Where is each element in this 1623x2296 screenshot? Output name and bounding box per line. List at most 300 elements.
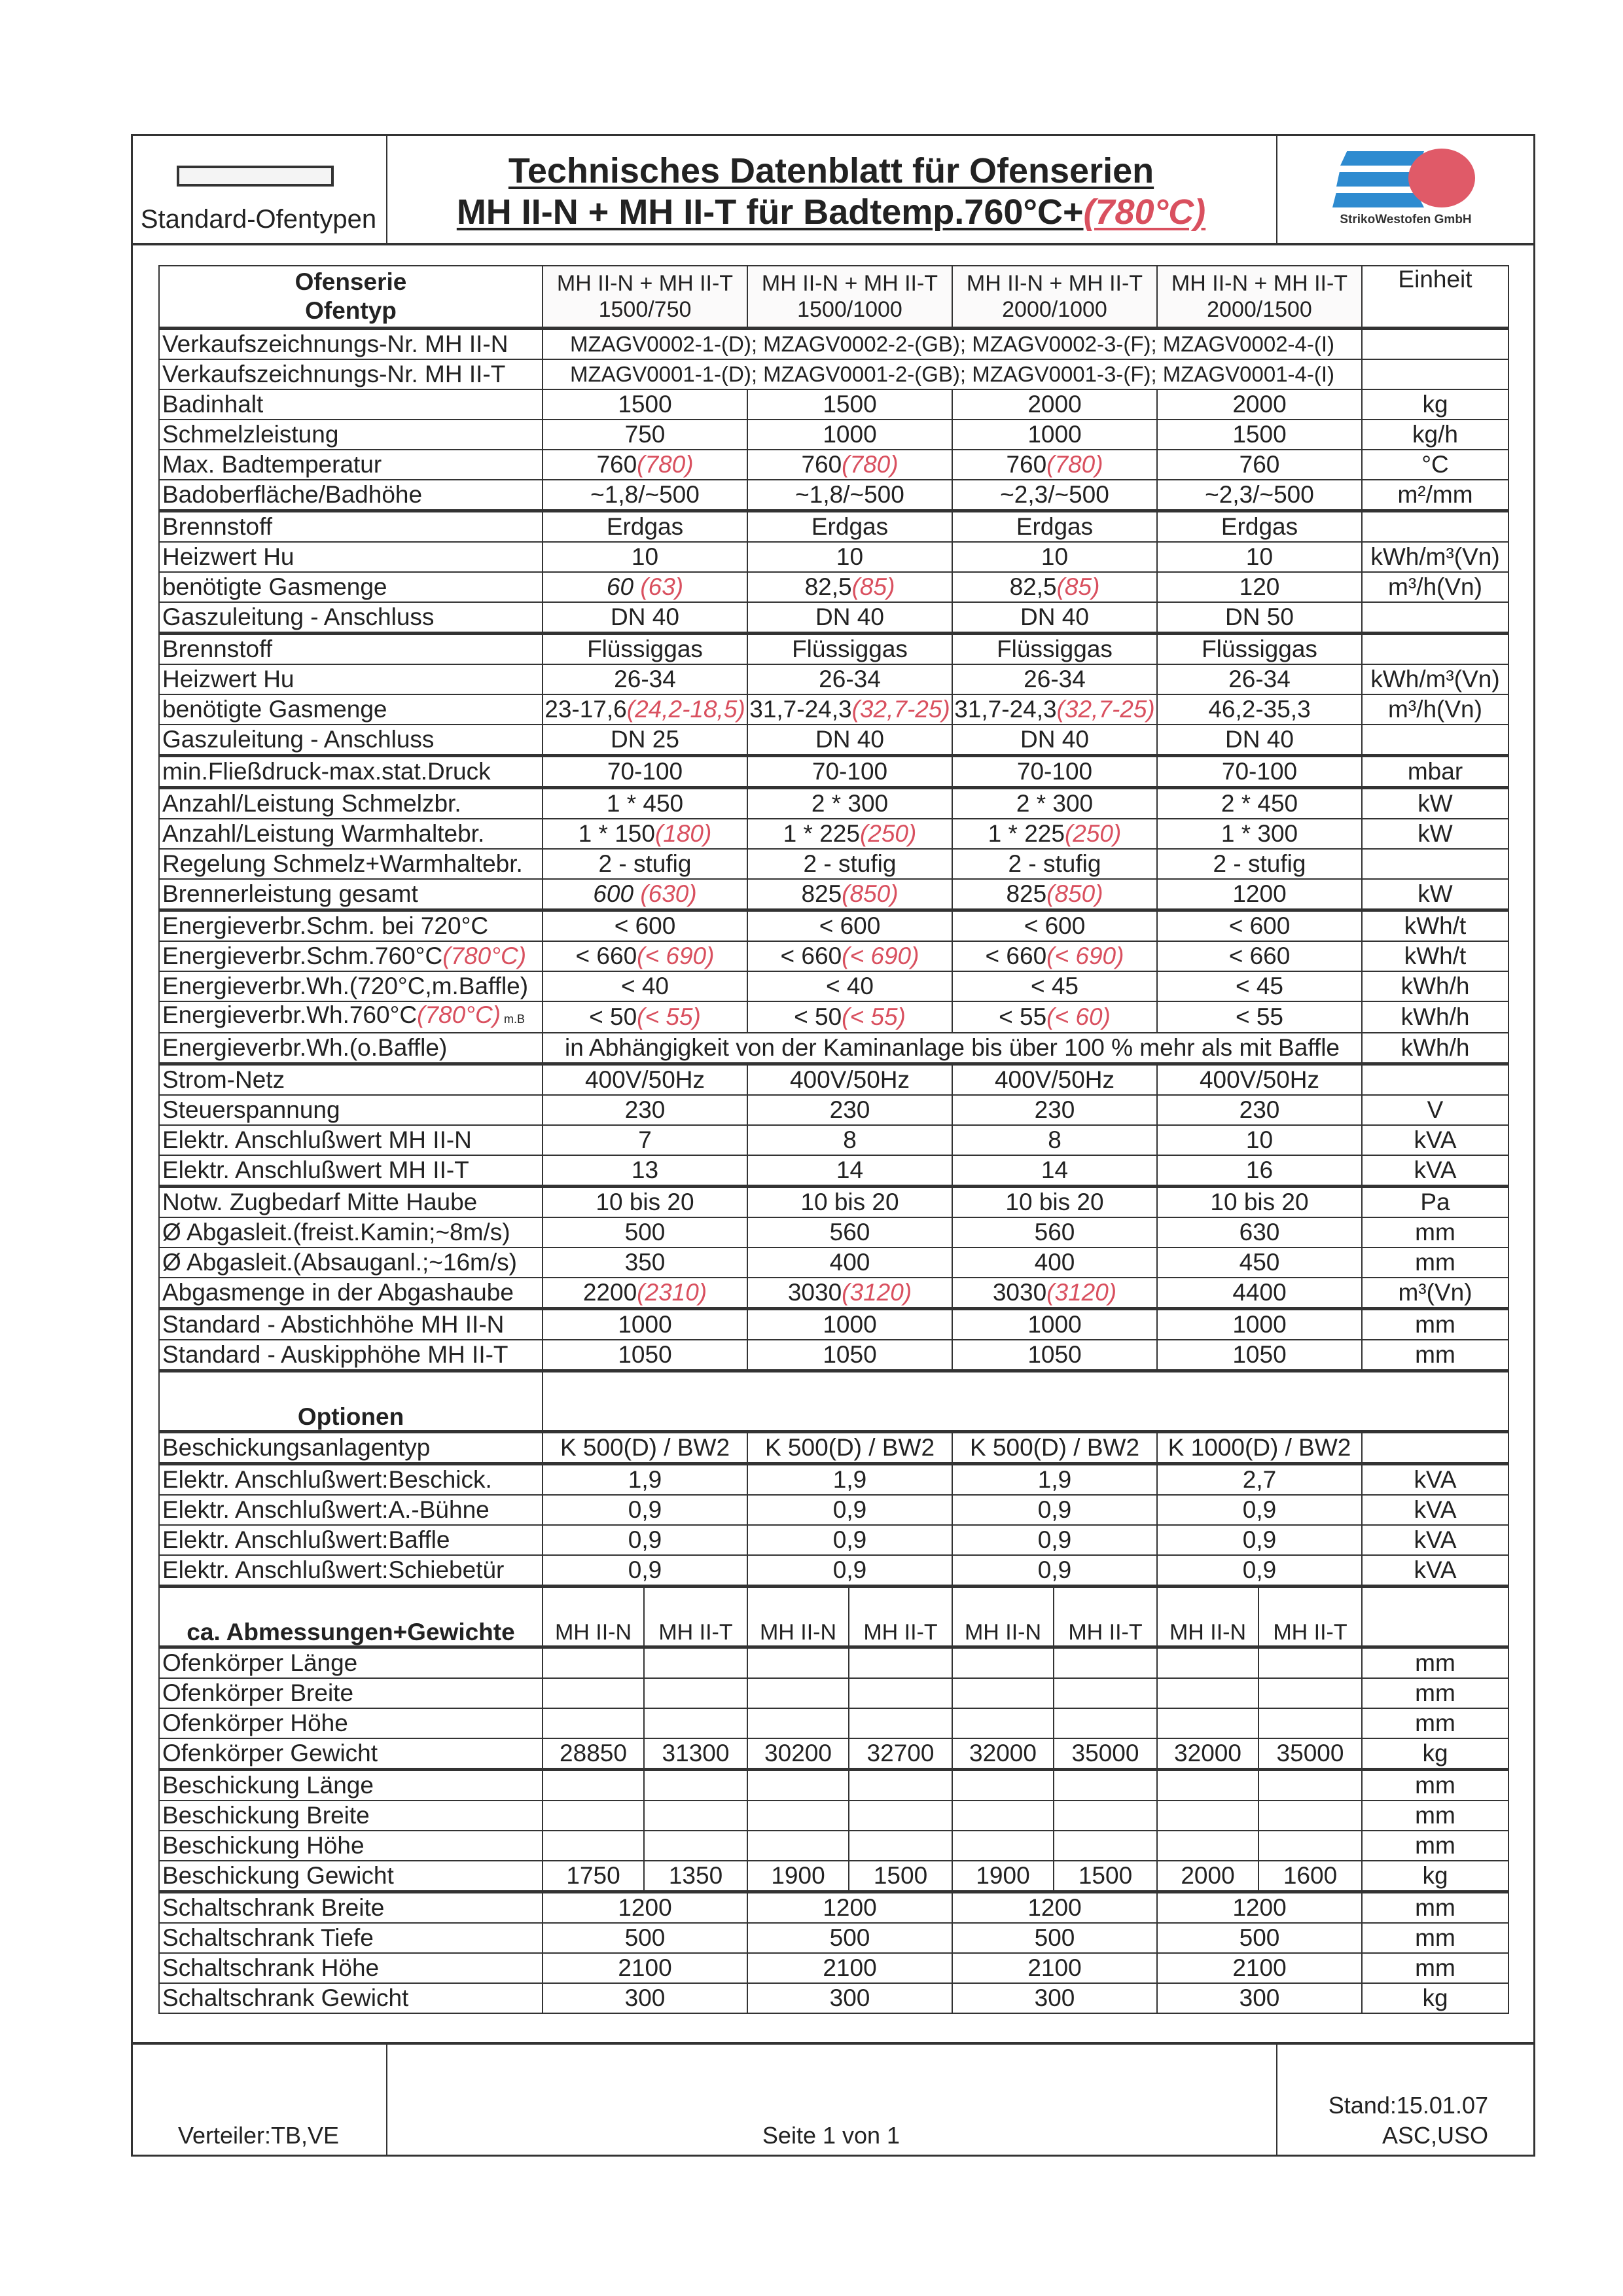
- row-label: [159, 941, 543, 971]
- value-text: Erdgas: [1016, 513, 1094, 540]
- alt-780-value: (24,2-18,5): [626, 696, 745, 723]
- value-cell: [543, 1187, 747, 1218]
- split-value-cell: [543, 1801, 644, 1831]
- value-cell: [1157, 1923, 1362, 1953]
- row-label-text: Strom-Netz: [162, 1066, 285, 1093]
- split-value-cell: [1054, 1647, 1157, 1679]
- value-text: 560: [829, 1219, 870, 1246]
- value-cell: [1157, 1892, 1362, 1924]
- value-text: 0,9: [832, 1496, 867, 1523]
- value-text: 230: [624, 1096, 666, 1123]
- value-text: ~2,3/~500: [1205, 481, 1314, 508]
- value-text: 2 - stufig: [598, 850, 692, 877]
- value-cell: [747, 602, 952, 634]
- unit-cell: [1362, 725, 1508, 756]
- alt-780-value: (< 60): [1046, 1003, 1111, 1030]
- unit-cell: mm: [1362, 1340, 1508, 1371]
- alt-780-value: (< 690): [1046, 942, 1124, 969]
- model-type: 1500/750: [598, 297, 692, 322]
- unit-cell: [1362, 849, 1508, 879]
- unit-cell: m³/h(Vn): [1362, 694, 1508, 725]
- row-label: [159, 1095, 543, 1125]
- split-value-cell: [543, 1647, 644, 1679]
- value-text: 2 * 450: [1221, 790, 1298, 817]
- value-cell: [1157, 1953, 1362, 1983]
- unit-cell: mm: [1362, 1647, 1508, 1679]
- empty-checkbox-field: [177, 166, 334, 187]
- value-text: 825: [801, 880, 842, 907]
- value-text: Flüssiggas: [997, 636, 1113, 662]
- unit-cell: kg: [1362, 1738, 1508, 1770]
- model-header: [543, 266, 747, 329]
- value-text: Flüssiggas: [792, 636, 908, 662]
- value-cell: [543, 1464, 747, 1496]
- value-text: 70-100: [1016, 758, 1093, 785]
- value-cell: [543, 941, 747, 971]
- row-label-text: Elektr. Anschlußwert MH II-N: [162, 1126, 472, 1153]
- value-text: 1200: [1027, 1894, 1082, 1921]
- table-row: [159, 450, 1508, 480]
- value-cell: [952, 1464, 1157, 1496]
- value-cell: [952, 420, 1157, 450]
- value-cell: [543, 1064, 747, 1096]
- value-cell: [952, 971, 1157, 1001]
- split-value-cell: [849, 1678, 952, 1708]
- type-label: Ofentyp: [305, 297, 397, 324]
- row-label-text: Ø Abgasleit.(freist.Kamin;~8m/s): [162, 1219, 510, 1246]
- value-text: K 1000(D) / BW2: [1168, 1434, 1351, 1461]
- value-cell: [1157, 971, 1362, 1001]
- value-cell: [1157, 1983, 1362, 2013]
- row-label-text: Badoberfläche/Badhöhe: [162, 481, 423, 508]
- row-label-text: Elektr. Anschlußwert MH II-T: [162, 1157, 469, 1183]
- value-cell: [543, 1155, 747, 1187]
- value-cell: [952, 1495, 1157, 1525]
- unit-cell: mm: [1362, 1831, 1508, 1861]
- value-text: 350: [624, 1249, 666, 1276]
- value-text: 230: [1034, 1096, 1075, 1123]
- split-value-cell: [644, 1678, 747, 1708]
- row-label: [159, 1831, 543, 1861]
- value-text: 630: [1239, 1219, 1280, 1246]
- value-text: 1 * 300: [1221, 820, 1298, 847]
- row-label: [159, 971, 543, 1001]
- value-text: 600: [593, 880, 641, 907]
- table-row: [159, 480, 1508, 511]
- row-label: [159, 1861, 543, 1892]
- value-text: 2,7: [1242, 1466, 1277, 1493]
- value-cell: [952, 756, 1157, 788]
- unit-cell: kW: [1362, 819, 1508, 849]
- value-cell: [543, 788, 747, 819]
- unit-cell: kW: [1362, 879, 1508, 910]
- value-text: 13: [631, 1157, 659, 1183]
- unit-cell: kWh/m³(Vn): [1362, 664, 1508, 694]
- value-cell: [952, 1187, 1157, 1218]
- value-text: K 500(D) / BW2: [969, 1434, 1140, 1461]
- value-cell: [747, 480, 952, 511]
- spanning-note-cell: in Abhängigkeit von der Kaminanlage bis über 100 % mehr als mit Baffle: [543, 1033, 1362, 1064]
- row-label-text: Badinhalt: [162, 391, 264, 418]
- model-series: MH II-N + MH II-T: [966, 271, 1143, 296]
- revision-date: Stand:15.01.07: [1328, 2092, 1488, 2119]
- authors: ASC,USO: [1382, 2122, 1488, 2149]
- split-value-cell: [1157, 1647, 1258, 1679]
- split-value-cell: [1054, 1708, 1157, 1738]
- value-cell: [1157, 511, 1362, 543]
- value-text: 1,9: [628, 1466, 662, 1493]
- value-text: 1200: [618, 1894, 672, 1921]
- title-line-2: MH II-N + MH II-T für Badtemp.760°C+: [456, 192, 1084, 232]
- unit-cell: [1362, 634, 1508, 665]
- row-label: [159, 1770, 543, 1801]
- value-cell: [952, 511, 1157, 543]
- value-text: 2100: [823, 1954, 877, 1981]
- table-row: [159, 1278, 1508, 1309]
- alt-780-value: (2310): [637, 1279, 707, 1306]
- value-text: 10 bis 20: [800, 1189, 899, 1215]
- value-text: 1,9: [832, 1466, 867, 1493]
- value-cell: [952, 819, 1157, 849]
- value-cell: [952, 910, 1157, 942]
- value-cell: [543, 1217, 747, 1247]
- value-cell: [543, 1555, 747, 1587]
- row-label-text: Max. Badtemperatur: [162, 451, 382, 478]
- value-cell: [952, 1125, 1157, 1155]
- value-cell: [747, 572, 952, 602]
- table-row: [159, 725, 1508, 756]
- value-cell: [952, 450, 1157, 480]
- table-row: [159, 1432, 1508, 1464]
- title-line-1: Technisches Datenblatt für Ofenserien: [508, 151, 1154, 190]
- table-row: [159, 971, 1508, 1001]
- value-text: 2100: [1232, 1954, 1287, 1981]
- model-series: MH II-N + MH II-T: [1171, 271, 1348, 296]
- value-text: 400V/50Hz: [1199, 1066, 1320, 1093]
- table-row: [159, 1340, 1508, 1371]
- row-label: [159, 450, 543, 480]
- split-value-cell: 1500: [1054, 1861, 1157, 1892]
- value-cell: [543, 849, 747, 879]
- table-row: [159, 1738, 1508, 1770]
- row-label: [159, 1647, 543, 1679]
- row-label-text: Steuerspannung: [162, 1096, 340, 1123]
- value-text: 0,9: [628, 1526, 662, 1553]
- value-text: K 500(D) / BW2: [560, 1434, 730, 1461]
- row-label-text: Heizwert Hu: [162, 666, 294, 692]
- alt-780-value: (63): [640, 573, 684, 600]
- row-label-text: Anzahl/Leistung Schmelzbr.: [162, 790, 461, 817]
- row-label-text: benötigte Gasmenge: [162, 573, 387, 600]
- value-text: 1,9: [1037, 1466, 1072, 1493]
- table-row: [159, 788, 1508, 819]
- split-value-cell: [1157, 1801, 1258, 1831]
- document-footer: [131, 2042, 1535, 2157]
- value-cell: [1157, 1464, 1362, 1496]
- value-text: 500: [624, 1924, 666, 1951]
- value-cell: [747, 1525, 952, 1555]
- alt-780-value: (< 55): [637, 1003, 701, 1030]
- table-row: [159, 1555, 1508, 1587]
- technical-data-table: [158, 265, 1509, 2014]
- row-label: [159, 1923, 543, 1953]
- row-label: [159, 1738, 543, 1770]
- value-text: 1050: [618, 1341, 672, 1368]
- row-label-alt: (780°C): [417, 1001, 501, 1028]
- value-cell: [747, 1064, 952, 1096]
- value-text: 300: [1034, 1984, 1075, 2011]
- row-label-text: Schaltschrank Breite: [162, 1894, 385, 1921]
- value-cell: [543, 819, 747, 849]
- options-title: Optionen: [159, 1371, 543, 1432]
- value-text: 16: [1245, 1157, 1274, 1183]
- value-text: K 500(D) / BW2: [764, 1434, 935, 1461]
- value-text: DN 40: [815, 603, 884, 630]
- value-text: 400: [829, 1249, 870, 1276]
- value-cell: [1157, 664, 1362, 694]
- row-label-text: Energieverbr.Schm. bei 720°C: [162, 912, 489, 939]
- table-row: [159, 542, 1508, 572]
- value-cell: [747, 756, 952, 788]
- dimensions-subheader: MH II-N: [747, 1587, 849, 1647]
- split-value-cell: 1350: [644, 1861, 747, 1892]
- value-cell: [952, 1095, 1157, 1125]
- row-label: [159, 1983, 543, 2013]
- row-label: [159, 819, 543, 849]
- unit-cell: kVA: [1362, 1155, 1508, 1187]
- value-cell: [747, 1923, 952, 1953]
- value-cell: [1157, 450, 1362, 480]
- value-text: 46,2-35,3: [1208, 696, 1311, 723]
- value-text: < 45: [1235, 973, 1284, 999]
- value-text: 1200: [823, 1894, 877, 1921]
- row-label-text: Standard - Abstichhöhe MH II-N: [162, 1311, 505, 1338]
- split-value-cell: [747, 1801, 849, 1831]
- value-cell: [952, 941, 1157, 971]
- row-label: [159, 602, 543, 634]
- value-cell: [543, 1247, 747, 1278]
- alt-780-value: (32,7-25): [851, 696, 950, 723]
- alt-780-value: (< 55): [842, 1003, 906, 1030]
- alt-780-value: (250): [1064, 820, 1122, 847]
- row-label-text: Energieverbr.Schm.760°C: [162, 942, 443, 969]
- table-row: [159, 1801, 1508, 1831]
- unit-cell: kg/h: [1362, 420, 1508, 450]
- value-text: ~2,3/~500: [1000, 481, 1109, 508]
- alt-780-value: (85): [851, 573, 895, 600]
- split-value-cell: 1900: [952, 1861, 1054, 1892]
- row-label-text: Regelung Schmelz+Warmhaltebr.: [162, 850, 523, 877]
- row-label: [159, 1247, 543, 1278]
- alt-780-value: (3120): [1046, 1279, 1117, 1306]
- value-text: 300: [1239, 1984, 1280, 2011]
- value-text: 31,7-24,3: [954, 696, 1057, 723]
- table-row: [159, 1217, 1508, 1247]
- value-text: 70-100: [812, 758, 888, 785]
- table-row: [159, 756, 1508, 788]
- value-cell: [952, 1217, 1157, 1247]
- row-label-alt: (780°C): [442, 942, 527, 969]
- table-row: [159, 879, 1508, 910]
- split-value-cell: 32700: [849, 1738, 952, 1770]
- value-cell: [1157, 819, 1362, 849]
- value-text: 0,9: [628, 1496, 662, 1523]
- value-text: 10: [631, 543, 659, 570]
- value-text: 450: [1239, 1249, 1280, 1276]
- value-text: < 600: [1024, 912, 1086, 939]
- split-value-cell: [849, 1831, 952, 1861]
- row-label: [159, 1525, 543, 1555]
- value-text: 82,5: [1009, 573, 1057, 600]
- value-cell: [747, 1983, 952, 2013]
- split-value-cell: 2000: [1157, 1861, 1258, 1892]
- value-text: 70-100: [607, 758, 683, 785]
- value-text: 7: [638, 1126, 652, 1153]
- value-text: 14: [1041, 1157, 1069, 1183]
- split-value-cell: [543, 1678, 644, 1708]
- value-cell: [543, 1983, 747, 2013]
- value-cell: [1157, 1155, 1362, 1187]
- value-text: 2 * 300: [1016, 790, 1094, 817]
- value-text: < 660: [575, 942, 637, 969]
- value-text: DN 40: [1020, 603, 1089, 630]
- value-text: Erdgas: [606, 513, 684, 540]
- model-header: [747, 266, 952, 329]
- split-value-cell: [952, 1708, 1054, 1738]
- value-text: 70-100: [1221, 758, 1298, 785]
- row-label-text: Brennstoff: [162, 636, 272, 662]
- row-label: [159, 756, 543, 788]
- model-type: 2000/1500: [1207, 297, 1312, 322]
- sales-number-value: MZAGV0001-1-(D); MZAGV0001-2-(GB); MZAGV0001-3-(F); MZAGV0001-4-(I): [543, 359, 1362, 389]
- row-label: [159, 1033, 543, 1064]
- value-text: 0,9: [1037, 1526, 1072, 1553]
- value-text: 2 - stufig: [1213, 850, 1306, 877]
- table-row: [159, 1309, 1508, 1340]
- footer-right-cell: [1276, 2045, 1534, 2157]
- value-text: 1 * 225: [783, 820, 860, 847]
- unit-cell: Pa: [1362, 1187, 1508, 1218]
- value-text: 760: [1006, 451, 1047, 478]
- row-label: [159, 1801, 543, 1831]
- alt-780-value: (< 690): [842, 942, 919, 969]
- value-text: 500: [1239, 1924, 1280, 1951]
- value-cell: [543, 634, 747, 665]
- table-row: [159, 1033, 1508, 1064]
- logo-circle-icon: [1408, 149, 1475, 207]
- split-value-cell: 32000: [952, 1738, 1054, 1770]
- row-label-text: Schaltschrank Höhe: [162, 1954, 380, 1981]
- split-value-cell: [644, 1708, 747, 1738]
- value-cell: [952, 1155, 1157, 1187]
- value-cell: [952, 602, 1157, 634]
- row-label: [159, 542, 543, 572]
- value-text: 8: [843, 1126, 857, 1153]
- value-cell: [543, 602, 747, 634]
- split-value-cell: [747, 1831, 849, 1861]
- value-cell: [1157, 1125, 1362, 1155]
- value-text: 14: [836, 1157, 864, 1183]
- split-value-cell: [849, 1708, 952, 1738]
- value-text: 400V/50Hz: [789, 1066, 910, 1093]
- row-label: [159, 1309, 543, 1340]
- unit-cell: mm: [1362, 1801, 1508, 1831]
- model-header: [1157, 266, 1362, 329]
- dimensions-subheader: MH II-T: [1054, 1587, 1157, 1647]
- split-value-cell: [1258, 1831, 1362, 1861]
- alt-780-value: (3120): [842, 1279, 912, 1306]
- value-text: 120: [1239, 573, 1280, 600]
- row-label: [159, 1187, 543, 1218]
- standard-oven-types-caption: Standard-Ofentypen: [140, 205, 377, 234]
- value-text: 0,9: [1037, 1496, 1072, 1523]
- value-text: 1000: [1232, 1311, 1287, 1338]
- unit-cell: kVA: [1362, 1525, 1508, 1555]
- value-text: 10: [1245, 1126, 1274, 1153]
- value-cell: [747, 511, 952, 543]
- row-label: [159, 572, 543, 602]
- table-row: [159, 1678, 1508, 1708]
- row-label-text: Elektr. Anschlußwert:Baffle: [162, 1526, 450, 1553]
- value-cell: [952, 1953, 1157, 1983]
- split-value-cell: [644, 1801, 747, 1831]
- unit-cell: mm: [1362, 1953, 1508, 1983]
- unit-cell: V: [1362, 1095, 1508, 1125]
- row-label-text: Schaltschrank Tiefe: [162, 1924, 374, 1951]
- row-label: [159, 788, 543, 819]
- value-text: 1500: [618, 391, 672, 418]
- value-cell: [952, 1001, 1157, 1033]
- value-cell: [952, 1432, 1157, 1464]
- value-cell: [747, 694, 952, 725]
- value-text: DN 50: [1225, 603, 1294, 630]
- value-cell: [1157, 1278, 1362, 1309]
- dimensions-title-row: [159, 1587, 1508, 1647]
- split-value-cell: [952, 1770, 1054, 1801]
- row-label: [159, 420, 543, 450]
- table-row: [159, 1064, 1508, 1096]
- value-text: 0,9: [1242, 1526, 1277, 1553]
- unit-cell: m³(Vn): [1362, 1278, 1508, 1309]
- split-value-cell: [952, 1801, 1054, 1831]
- unit-cell: kWh/h: [1362, 971, 1508, 1001]
- value-text: ~1,8/~500: [795, 481, 904, 508]
- value-text: 1050: [823, 1341, 877, 1368]
- split-value-cell: 1500: [849, 1861, 952, 1892]
- split-value-cell: [644, 1770, 747, 1801]
- row-label: [159, 1892, 543, 1924]
- split-value-cell: [1258, 1770, 1362, 1801]
- value-text: 8: [1048, 1126, 1061, 1153]
- value-text: 26-34: [819, 666, 881, 692]
- value-cell: [1157, 1309, 1362, 1340]
- value-text: 400V/50Hz: [584, 1066, 705, 1093]
- table-row: [159, 910, 1508, 942]
- value-cell: [1157, 1001, 1362, 1033]
- value-cell: [543, 572, 747, 602]
- table-row: [159, 941, 1508, 971]
- value-cell: [747, 1095, 952, 1125]
- logo-bar-icon: [1340, 151, 1424, 166]
- value-text: 26-34: [614, 666, 676, 692]
- row-label-text: Ofenkörper Breite: [162, 1679, 354, 1706]
- value-cell: [543, 664, 747, 694]
- alt-780-value: (780): [637, 451, 694, 478]
- value-cell: [1157, 694, 1362, 725]
- value-cell: [1157, 788, 1362, 819]
- row-label-text: Beschickung Höhe: [162, 1832, 365, 1859]
- row-label: [159, 1064, 543, 1096]
